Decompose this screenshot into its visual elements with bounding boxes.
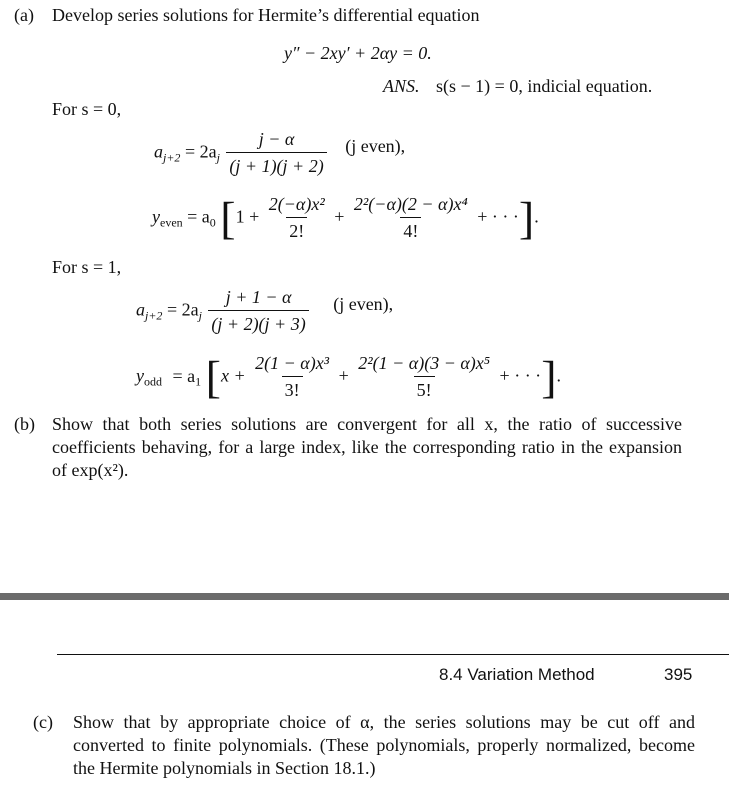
- fraction-denominator: (j + 2)(j + 3): [208, 310, 308, 336]
- series-fraction-2: [351, 193, 471, 244]
- y-a-sub: 0: [209, 215, 216, 230]
- page-number: 395: [664, 665, 693, 684]
- series-fraction-2: [355, 352, 493, 403]
- recurrence-coef-sub: j: [198, 308, 202, 323]
- answer-text: s(s − 1) = 0, indicial equation.: [436, 76, 653, 96]
- y-odd: y: [136, 365, 144, 386]
- case-s1-label: For s = 1,: [52, 257, 122, 277]
- series-end: .: [534, 206, 539, 227]
- case-s1-recurrence: [136, 286, 393, 337]
- y-even-sub: even: [160, 215, 183, 230]
- case-s0-label: For s = 0,: [52, 99, 122, 119]
- right-bracket: ]: [541, 351, 557, 403]
- right-bracket: ]: [518, 192, 535, 244]
- series-frac2-den: 4!: [400, 217, 421, 243]
- series-frac2-num: 2²(−α)(2 − α)x⁴: [353, 194, 468, 214]
- fraction-numerator: j − α: [258, 129, 295, 149]
- recurrence-coef-sub: j: [216, 150, 220, 165]
- series-tail: + · · ·: [477, 206, 519, 227]
- recurrence-note: (j even),: [345, 135, 406, 156]
- recurrence-note: (j even),: [333, 293, 394, 314]
- left-bracket: [: [205, 351, 221, 403]
- part-c-text: Show that by appropriate choice of α, the series solutions may be cut off and converted to finite polynomials. (These polynomials, properly normalized, become the Hermite polynomials in Section 18.1.): [73, 712, 695, 778]
- answer-label: ANS.: [383, 76, 420, 96]
- case-s0-recurrence: [154, 128, 405, 179]
- series-frac2-den: 5!: [414, 376, 435, 402]
- series-fraction-1: [252, 352, 332, 403]
- part-b-label: (b): [14, 414, 35, 434]
- case-s1-series: [136, 352, 561, 403]
- series-end: .: [556, 365, 562, 386]
- fraction-denominator: (j + 1)(j + 2): [226, 152, 326, 178]
- recurrence-a-sub: j+2: [163, 150, 181, 165]
- recurrence-coef: = 2a: [166, 299, 199, 320]
- y-a-sub: 1: [195, 374, 202, 389]
- plus-sign: +: [334, 206, 345, 227]
- section-title: 8.4 Variation Method: [439, 665, 595, 684]
- recurrence-fraction: [226, 128, 326, 179]
- y-even: y: [152, 206, 160, 227]
- case-s0-series: [152, 193, 539, 244]
- answer: [383, 75, 652, 98]
- series-frac1-num: 2(1 − α)x³: [255, 353, 330, 373]
- recurrence-a-sub: j+2: [145, 308, 163, 323]
- series-frac2-num: 2²(1 − α)(3 − α)x⁵: [358, 353, 491, 373]
- fraction-numerator: j + 1 − α: [225, 287, 292, 307]
- hermite-equation: y″ − 2xy′ + 2αy = 0.: [284, 43, 432, 63]
- series-frac1-den: 3!: [282, 376, 303, 402]
- page-separator: [0, 593, 729, 600]
- plus-sign: +: [338, 365, 349, 386]
- series-fraction-1: [266, 193, 328, 244]
- series-frac1-num: 2(−α)x²: [268, 194, 325, 214]
- part-a-label: (a): [14, 5, 34, 25]
- recurrence-fraction: [208, 286, 308, 337]
- series-term1: x +: [220, 365, 246, 386]
- part-b-text: Show that both series solutions are convergent for all x, the ratio of successive coefficients behaving, for a large index, like the corresponding ratio in the expansion of exp(x²).: [52, 414, 682, 480]
- series-term1: 1 +: [235, 206, 260, 227]
- header-rule: [57, 654, 729, 655]
- recurrence-a: a: [136, 299, 145, 320]
- part-a-text: Develop series solutions for Hermite’s differential equation: [52, 5, 480, 25]
- left-bracket: [: [220, 192, 236, 244]
- recurrence-coef: = 2a: [184, 141, 217, 162]
- y-eq: = a: [172, 365, 196, 386]
- part-c-label: (c): [33, 712, 53, 732]
- series-tail: + · · ·: [499, 365, 542, 386]
- y-eq: = a: [187, 206, 210, 227]
- y-odd-sub: odd: [144, 374, 162, 389]
- recurrence-a: a: [154, 141, 163, 162]
- series-frac1-den: 2!: [286, 217, 307, 243]
